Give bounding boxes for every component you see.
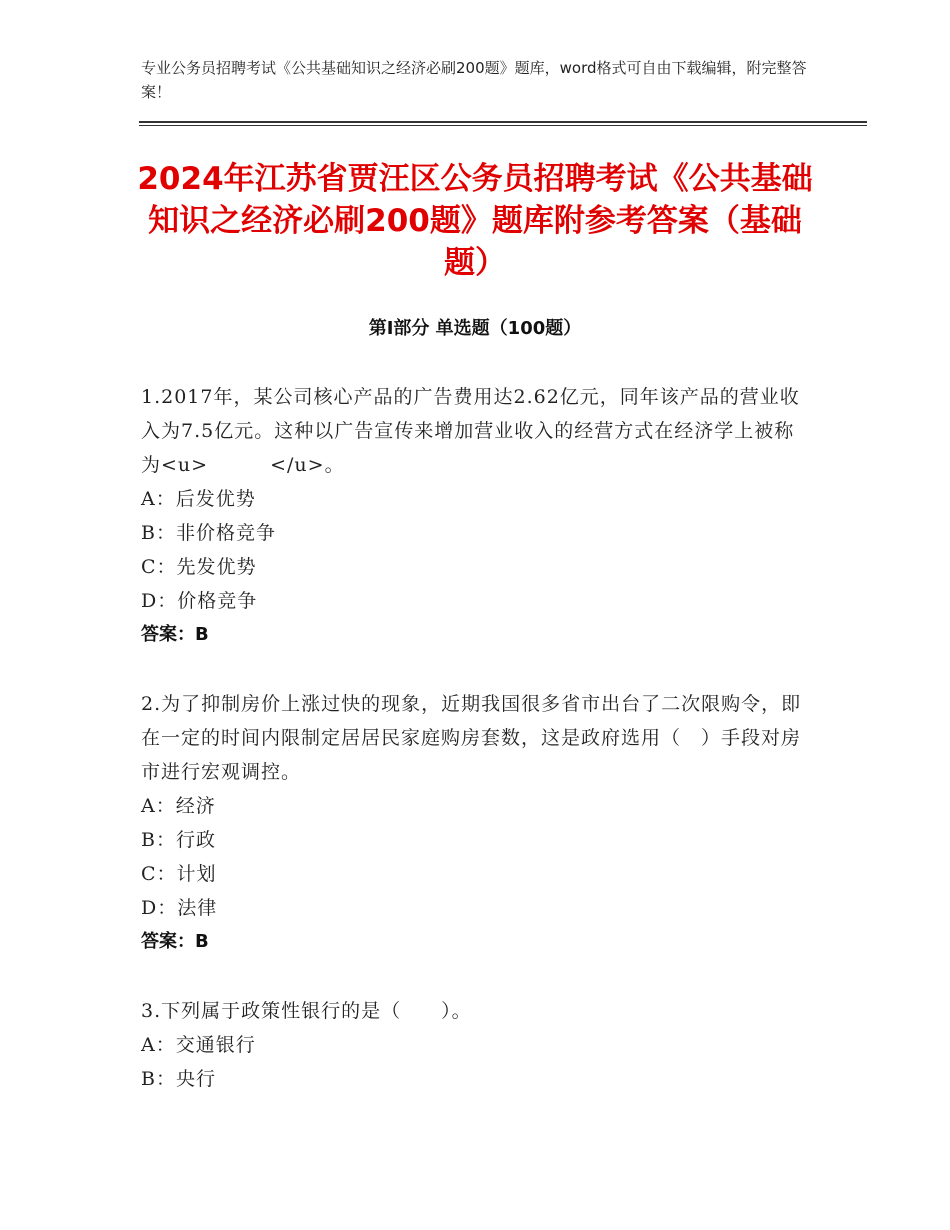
header-note: 专业公务员招聘考试《公共基础知识之经济必刷200题》题库，word格式可自由下载编辑，附完整答案！ [141,59,807,101]
question-2-option-b: B：行政 [141,829,216,851]
question-2-option-a: A：经济 [141,795,216,817]
question-3-text: 3.下列属于政策性银行的是（ ）。 [141,1000,472,1022]
question-1-option-d: D：价格竞争 [141,590,258,612]
question-1-text-end: 。 [324,454,345,476]
question-2-text: 2.为了抑制房价上涨过快的现象，近期我国很多省市出台了二次限购令，即在一定的时间内限制定居居民家庭购房套数，这是政府选用（ ）手段对房市进行宏观调控。 [141,693,802,783]
question-1-option-a: A：后发优势 [141,488,256,510]
section-heading: 第I部分 单选题（100题） [368,318,582,339]
header-divider-thin [139,125,867,126]
question-1-answer: 答案：B [141,624,209,645]
underline-open-tag: <u> [161,454,209,476]
question-2 [141,687,811,959]
question-3 [141,994,811,1096]
question-1-text [141,380,811,482]
question-1 [141,380,811,652]
question-1-option-c: C：先发优势 [141,556,257,578]
question-3-option-b: B：央行 [141,1068,216,1090]
question-3-option-a: A：交通银行 [141,1034,256,1056]
question-1-option-b: B：非价格竞争 [141,522,276,544]
question-1-text-main: 1.2017年，某公司核心产品的广告费用达2.62亿元，同年该产品的营业收入为7.5亿元。这种以广告宣传来增加营业收入的经营方式在经济学上被称为 [141,386,800,476]
header-divider-thick [139,121,867,123]
question-2-option-c: C：计划 [141,863,217,885]
underline-close-tag: </u> [270,454,325,476]
question-2-option-d: D：法律 [141,897,218,919]
document-title: 2024年江苏省贾汪区公务员招聘考试《公共基础知识之经济必刷200题》题库附参考答案（基础题） [137,161,813,281]
question-2-answer: 答案：B [141,931,209,952]
